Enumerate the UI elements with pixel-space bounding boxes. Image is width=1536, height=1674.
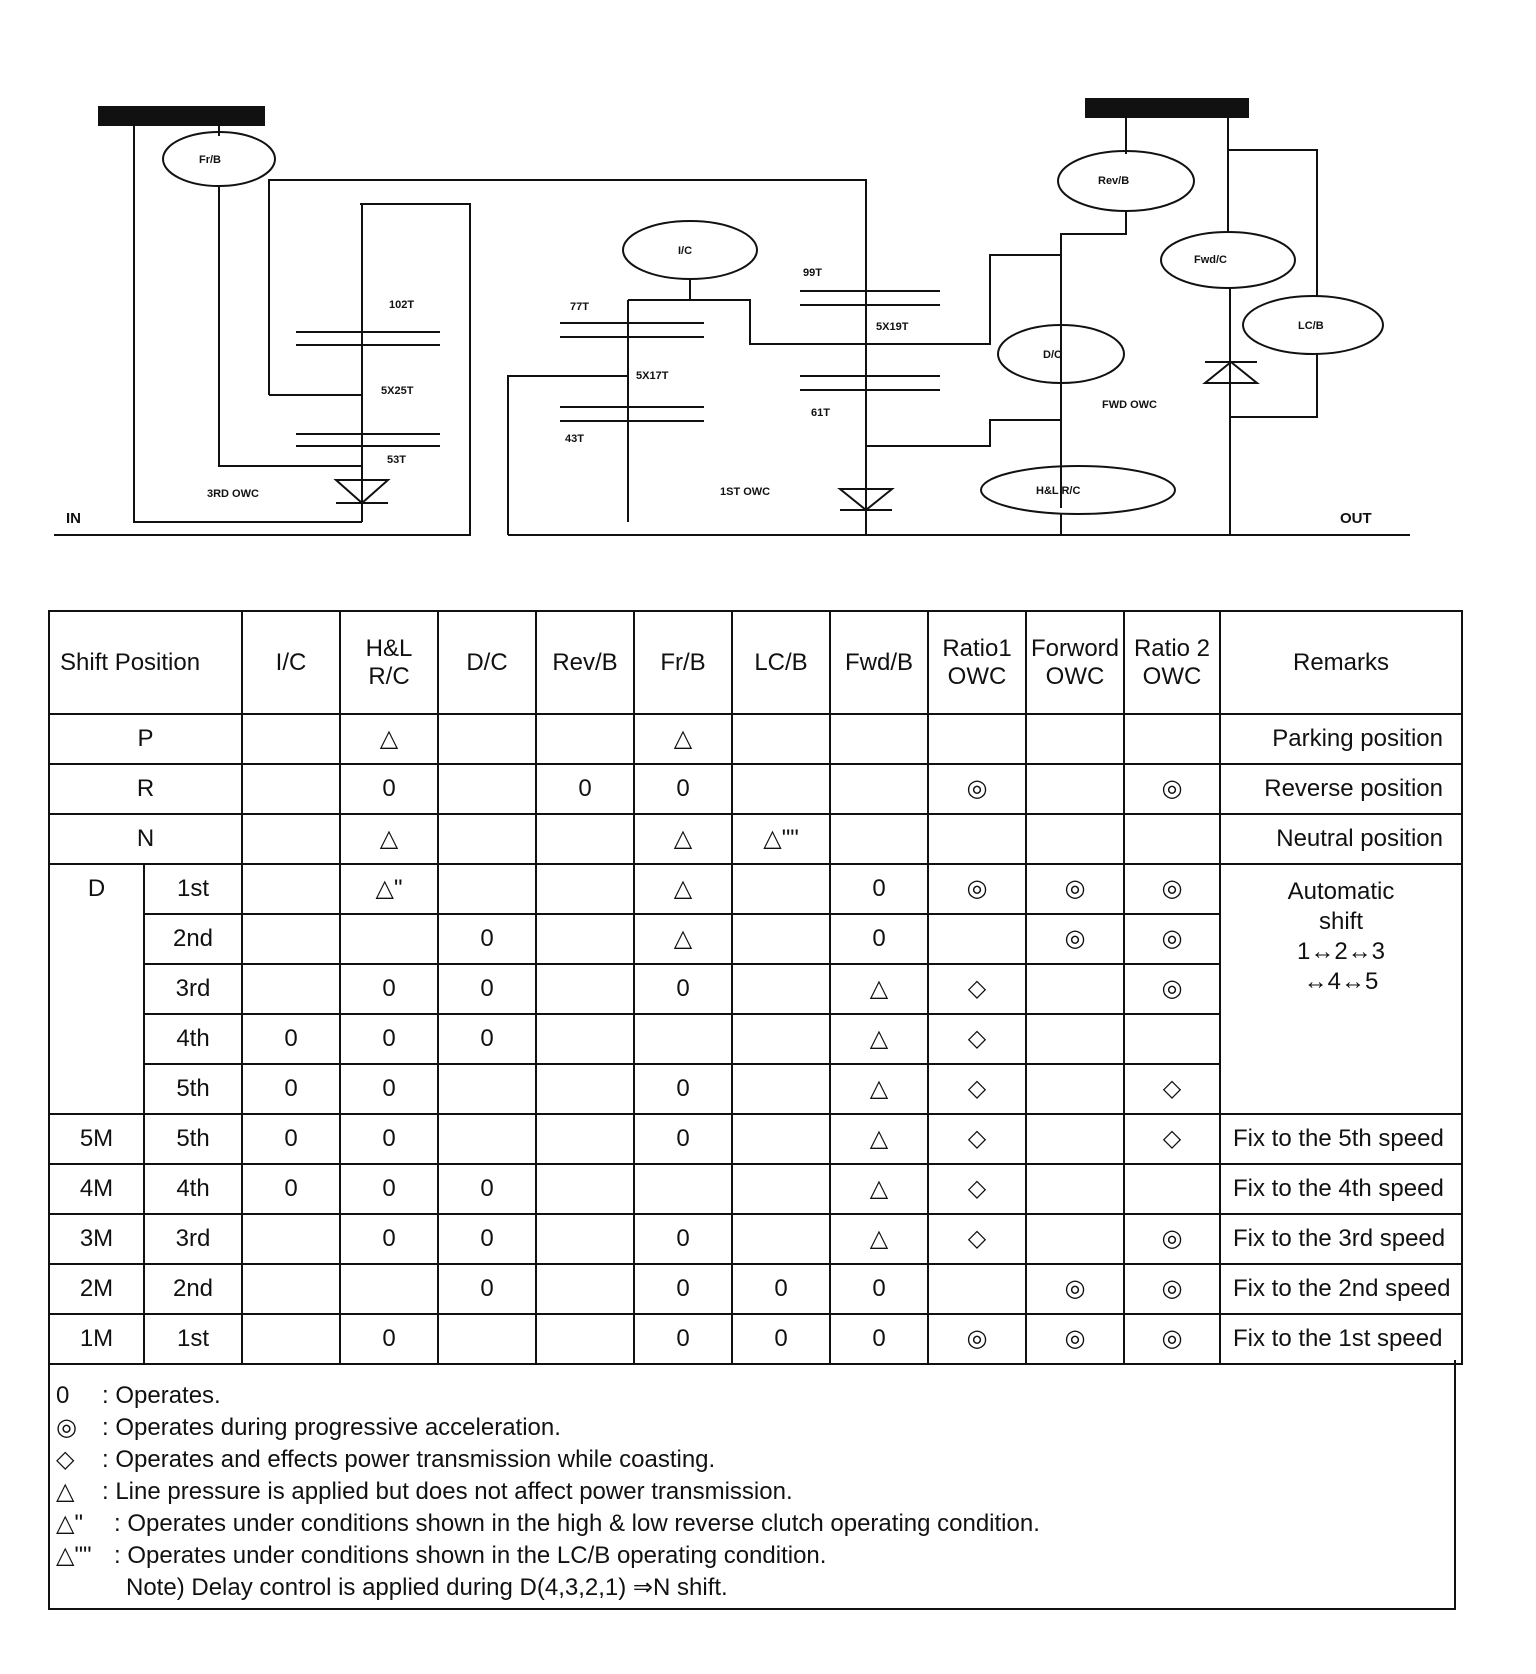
operation-cell	[340, 1264, 438, 1314]
remark-cell: Fix to the 2nd speed	[1220, 1264, 1462, 1314]
operation-cell: △	[830, 1114, 928, 1164]
legend-item	[56, 1412, 1454, 1444]
operation-cell	[1124, 1164, 1220, 1214]
header-hl-line1: H&L	[365, 634, 413, 662]
operation-cell: ◇	[928, 1064, 1026, 1114]
legend-item	[56, 1540, 1454, 1572]
shift-group-cell: 3M	[49, 1214, 144, 1264]
remark-cell: Fix to the 3rd speed	[1220, 1214, 1462, 1264]
header-forword-line1: Forword	[1030, 634, 1120, 662]
legend-note: Note) Delay control is applied during D(4,3,2,1) ⇒N shift.	[126, 1574, 728, 1601]
legend-symbol: △""	[56, 1542, 92, 1569]
header-rev-b: Rev/B	[536, 611, 634, 714]
gear-cell: 4th	[144, 1014, 242, 1064]
operation-cell: 0	[830, 1264, 928, 1314]
operation-cell: 0	[536, 764, 634, 814]
operation-cell	[536, 1014, 634, 1064]
operation-cell: 0	[242, 1114, 340, 1164]
input-shaft-line	[54, 204, 470, 535]
shift-group-cell: 2M	[49, 1264, 144, 1314]
remark-cell: Fix to the 4th speed	[1220, 1164, 1462, 1214]
shift-group-cell: P	[49, 714, 242, 764]
ground-bar-left	[99, 107, 264, 125]
operation-cell: ◇	[928, 1114, 1026, 1164]
legend-symbol: ◇	[56, 1446, 75, 1473]
gear-cell: 1st	[144, 1314, 242, 1364]
label-5x19t: 5X19T	[876, 321, 909, 333]
legend-text: : Operates under conditions shown in the LC/B operating condition.	[114, 1542, 827, 1569]
operation-cell: △	[830, 1214, 928, 1264]
legend-item	[56, 1444, 1454, 1476]
table-row	[49, 1114, 1462, 1164]
operation-cell: 0	[732, 1314, 830, 1364]
gear-cell: 2nd	[144, 914, 242, 964]
table-row	[49, 1164, 1462, 1214]
operation-cell	[732, 914, 830, 964]
legend-symbol: 0	[56, 1382, 70, 1409]
legend-item	[56, 1476, 1454, 1508]
legend-text: : Operates.	[102, 1382, 221, 1409]
table-row	[49, 714, 1462, 764]
operation-cell: ◎	[1124, 1264, 1220, 1314]
label-hl-rc: H&L R/C	[1036, 485, 1081, 497]
label-out: OUT	[1340, 510, 1372, 527]
gear-cell: 5th	[144, 1114, 242, 1164]
operation-cell	[732, 964, 830, 1014]
operation-cell: 0	[634, 1114, 732, 1164]
operation-cell	[438, 714, 536, 764]
header-forword-owc	[1026, 611, 1124, 714]
operation-cell	[634, 1164, 732, 1214]
header-ratio1-owc	[928, 611, 1026, 714]
operation-cell	[732, 1114, 830, 1164]
operation-cell	[242, 764, 340, 814]
operation-cell: 0	[438, 1164, 536, 1214]
operation-cell	[928, 914, 1026, 964]
shift-group-cell: R	[49, 764, 242, 814]
label-53t: 53T	[387, 454, 406, 466]
operation-cell: 0	[438, 1214, 536, 1264]
remark-cell: Neutral position	[1220, 814, 1462, 864]
legend-list	[56, 1380, 1454, 1572]
operation-cell: △	[830, 1064, 928, 1114]
header-hl-line2: R/C	[368, 662, 410, 690]
label-rev-b: Rev/B	[1098, 175, 1130, 187]
operation-cell	[1124, 814, 1220, 864]
operation-cell	[438, 814, 536, 864]
operation-cell: △	[830, 1014, 928, 1064]
operation-cell: △	[340, 714, 438, 764]
header-ratio2-owc	[1124, 611, 1220, 714]
operation-cell: △	[634, 714, 732, 764]
operation-cell	[242, 1314, 340, 1364]
operation-cell: 0	[242, 1014, 340, 1064]
shift-position-table	[48, 610, 1463, 1365]
operation-cell	[928, 814, 1026, 864]
operation-cell: 0	[242, 1164, 340, 1214]
header-forword-line2: OWC	[1045, 662, 1105, 690]
header-hl-rc	[340, 611, 438, 714]
gear-cell: 5th	[144, 1064, 242, 1114]
header-ic: I/C	[242, 611, 340, 714]
operation-cell: ◇	[928, 964, 1026, 1014]
legend-item	[56, 1508, 1454, 1540]
lower-link-right	[866, 420, 1061, 446]
operation-cell: 0	[438, 1264, 536, 1314]
label-i-c: I/C	[678, 245, 693, 257]
operation-cell: ◎	[1124, 914, 1220, 964]
operation-cell	[928, 1264, 1026, 1314]
operation-cell	[536, 1264, 634, 1314]
shift-group-cell: D	[49, 864, 144, 1114]
operation-cell	[1026, 964, 1124, 1014]
label-fr-b: Fr/B	[199, 154, 221, 166]
operation-cell	[732, 714, 830, 764]
legend-symbol: ◎	[56, 1414, 77, 1441]
legend-symbol: △"	[56, 1510, 83, 1537]
operation-cell	[634, 1014, 732, 1064]
operation-cell	[536, 1114, 634, 1164]
gear-cell: 3rd	[144, 1214, 242, 1264]
label-lc-b: LC/B	[1298, 320, 1324, 332]
header-ratio1-line1: Ratio1	[942, 634, 1012, 662]
operation-cell	[732, 864, 830, 914]
operation-cell: 0	[634, 964, 732, 1014]
operation-cell: △	[830, 964, 928, 1014]
label-102t: 102T	[389, 299, 415, 311]
operation-cell: ◎	[928, 1314, 1026, 1364]
operation-cell	[242, 914, 340, 964]
operation-cell: 0	[340, 1114, 438, 1164]
header-lc-b: LC/B	[732, 611, 830, 714]
remark-auto-line3: 1↔2↔3	[1296, 938, 1386, 965]
lc-b-return	[1230, 354, 1317, 417]
operation-cell: 0	[634, 1264, 732, 1314]
operation-cell: ◎	[1124, 1214, 1220, 1264]
operation-cell: 0	[438, 964, 536, 1014]
table-row	[49, 1264, 1462, 1314]
operation-cell: ◎	[928, 764, 1026, 814]
operation-cell	[438, 1314, 536, 1364]
middle-input-link	[508, 376, 628, 535]
rev-b-drum	[1061, 211, 1126, 508]
operation-cell	[536, 1214, 634, 1264]
shift-group-cell: N	[49, 814, 242, 864]
operation-cell	[732, 764, 830, 814]
label-fwd-owc: FWD OWC	[1102, 399, 1157, 411]
operation-cell: ◎	[1026, 864, 1124, 914]
header-ratio1-line2: OWC	[947, 662, 1007, 690]
operation-cell	[536, 1164, 634, 1214]
operation-cell	[242, 814, 340, 864]
operation-cell	[732, 1164, 830, 1214]
header-ratio2-line1: Ratio 2	[1133, 634, 1211, 662]
table-row	[49, 1214, 1462, 1264]
operation-cell: ◎	[1026, 914, 1124, 964]
operation-cell: ◇	[1124, 1114, 1220, 1164]
table-row	[49, 1314, 1462, 1364]
legend-symbol: △	[56, 1478, 75, 1505]
left-carrier	[269, 180, 866, 395]
operation-cell	[732, 1214, 830, 1264]
operation-cell	[438, 764, 536, 814]
lc-b-link	[1228, 150, 1317, 297]
operation-cell	[1026, 714, 1124, 764]
operation-cell	[536, 814, 634, 864]
shift-group-cell: 4M	[49, 1164, 144, 1214]
operation-cell: 0	[340, 964, 438, 1014]
operation-cell	[536, 714, 634, 764]
legend-text: : Operates and effects power transmission while coasting.	[102, 1446, 716, 1473]
header-shift-position: Shift Position	[49, 611, 242, 714]
operation-cell	[732, 1014, 830, 1064]
operation-cell: 0	[634, 1314, 732, 1364]
operation-cell	[536, 1314, 634, 1364]
operation-cell	[1026, 764, 1124, 814]
header-fwd-b: Fwd/B	[830, 611, 928, 714]
shift-group-cell: 1M	[49, 1314, 144, 1364]
label-5x25t: 5X25T	[381, 385, 414, 397]
operation-cell: 0	[340, 1064, 438, 1114]
operation-cell: △	[634, 864, 732, 914]
operation-cell	[242, 1264, 340, 1314]
label-5x17t: 5X17T	[636, 370, 669, 382]
gear-cell: 3rd	[144, 964, 242, 1014]
label-99t: 99T	[803, 267, 822, 279]
operation-cell	[536, 914, 634, 964]
remark-cell: Fix to the 1st speed	[1220, 1314, 1462, 1364]
operation-cell: △""	[732, 814, 830, 864]
operation-cell: 0	[830, 864, 928, 914]
operation-cell	[242, 964, 340, 1014]
operation-cell: △	[340, 814, 438, 864]
operation-cell: 0	[830, 914, 928, 964]
operation-cell: △	[830, 1164, 928, 1214]
operation-cell: ◎	[1026, 1314, 1124, 1364]
label-third-owc: 3RD OWC	[207, 488, 259, 500]
remark-cell: Fix to the 5th speed	[1220, 1114, 1462, 1164]
remark-cell: Parking position	[1220, 714, 1462, 764]
legend-item	[56, 1380, 1454, 1412]
operation-cell	[1026, 1014, 1124, 1064]
label-43t: 43T	[565, 433, 584, 445]
operation-cell: ◎	[1124, 1314, 1220, 1364]
remark-auto-line1: Automatic	[1287, 878, 1395, 905]
operation-cell: ◎	[1124, 964, 1220, 1014]
operation-cell: △	[634, 814, 732, 864]
header-fr-b: Fr/B	[634, 611, 732, 714]
operation-cell: 0	[340, 1314, 438, 1364]
gear-cell: 1st	[144, 864, 242, 914]
remark-cell: Reverse position	[1220, 764, 1462, 814]
table-row	[49, 814, 1462, 864]
operation-cell	[1026, 814, 1124, 864]
operation-cell: 0	[340, 1164, 438, 1214]
operation-cell	[830, 714, 928, 764]
shift-group-cell: 5M	[49, 1114, 144, 1164]
operation-cell	[536, 864, 634, 914]
operation-cell	[242, 864, 340, 914]
operation-cell: ◎	[1026, 1264, 1124, 1314]
label-fwd-c: Fwd/C	[1194, 254, 1227, 266]
operation-cell: 0	[340, 1214, 438, 1264]
operation-cell	[928, 714, 1026, 764]
operation-cell	[536, 1064, 634, 1114]
operation-cell: 0	[438, 1014, 536, 1064]
operation-cell	[1026, 1214, 1124, 1264]
fr-b-drum	[219, 186, 362, 466]
operation-cell: ◎	[1124, 764, 1220, 814]
operation-cell	[438, 864, 536, 914]
operation-cell: 0	[634, 764, 732, 814]
operation-cell: 0	[242, 1064, 340, 1114]
operation-cell: △	[634, 914, 732, 964]
table-header-row	[49, 611, 1462, 714]
operation-cell	[340, 914, 438, 964]
operation-cell: 0	[340, 764, 438, 814]
remark-automatic-shift	[1220, 864, 1462, 1114]
operation-cell	[1026, 1164, 1124, 1214]
operation-cell	[1026, 1064, 1124, 1114]
operation-cell	[830, 814, 928, 864]
operation-cell	[536, 964, 634, 1014]
operation-cell	[438, 1114, 536, 1164]
remark-auto-line4: ↔4↔5	[1303, 968, 1379, 995]
operation-cell: ◇	[1124, 1064, 1220, 1114]
operation-cell: ◎	[928, 864, 1026, 914]
operation-cell	[242, 1214, 340, 1264]
gear-cell: 4th	[144, 1164, 242, 1214]
label-d-c: D/C	[1043, 349, 1062, 361]
header-ratio2-line2: OWC	[1142, 662, 1202, 690]
operation-cell	[732, 1064, 830, 1114]
header-dc: D/C	[438, 611, 536, 714]
label-in: IN	[66, 510, 81, 527]
table-row	[49, 864, 1462, 914]
operation-cell: ◇	[928, 1214, 1026, 1264]
remark-auto-line2: shift	[1318, 908, 1363, 935]
label-61t: 61T	[811, 407, 830, 419]
legend-text: : Operates under conditions shown in the high & low reverse clutch operating condition.	[114, 1510, 1040, 1537]
fr-b-link	[134, 125, 362, 522]
ground-bar-right	[1086, 99, 1248, 117]
powertrain-schematic	[0, 0, 1536, 560]
operation-cell: 0	[438, 914, 536, 964]
operation-cell: ◇	[928, 1164, 1026, 1214]
label-77t: 77T	[570, 301, 589, 313]
operation-cell: 0	[732, 1264, 830, 1314]
label-first-owc: 1ST OWC	[720, 486, 771, 498]
operation-cell: 0	[830, 1314, 928, 1364]
legend	[48, 1360, 1456, 1610]
legend-text: : Line pressure is applied but does not affect power transmission.	[102, 1478, 793, 1505]
legend-text: : Operates during progressive acceleration.	[102, 1414, 561, 1441]
operation-cell: 0	[634, 1064, 732, 1114]
table-body	[49, 714, 1462, 1364]
operation-cell: ◎	[1124, 864, 1220, 914]
operation-cell	[1124, 1014, 1220, 1064]
operation-cell: 0	[340, 1014, 438, 1064]
operation-cell: 0	[634, 1214, 732, 1264]
operation-cell	[1124, 714, 1220, 764]
fwd-c-clutch	[1161, 232, 1295, 288]
operation-cell: △"	[340, 864, 438, 914]
table-row	[49, 764, 1462, 814]
operation-cell	[1026, 1114, 1124, 1164]
operation-cell: ◇	[928, 1014, 1026, 1064]
header-remarks: Remarks	[1220, 611, 1462, 714]
operation-cell	[242, 714, 340, 764]
operation-cell	[438, 1064, 536, 1114]
gear-cell: 2nd	[144, 1264, 242, 1314]
operation-cell	[830, 764, 928, 814]
